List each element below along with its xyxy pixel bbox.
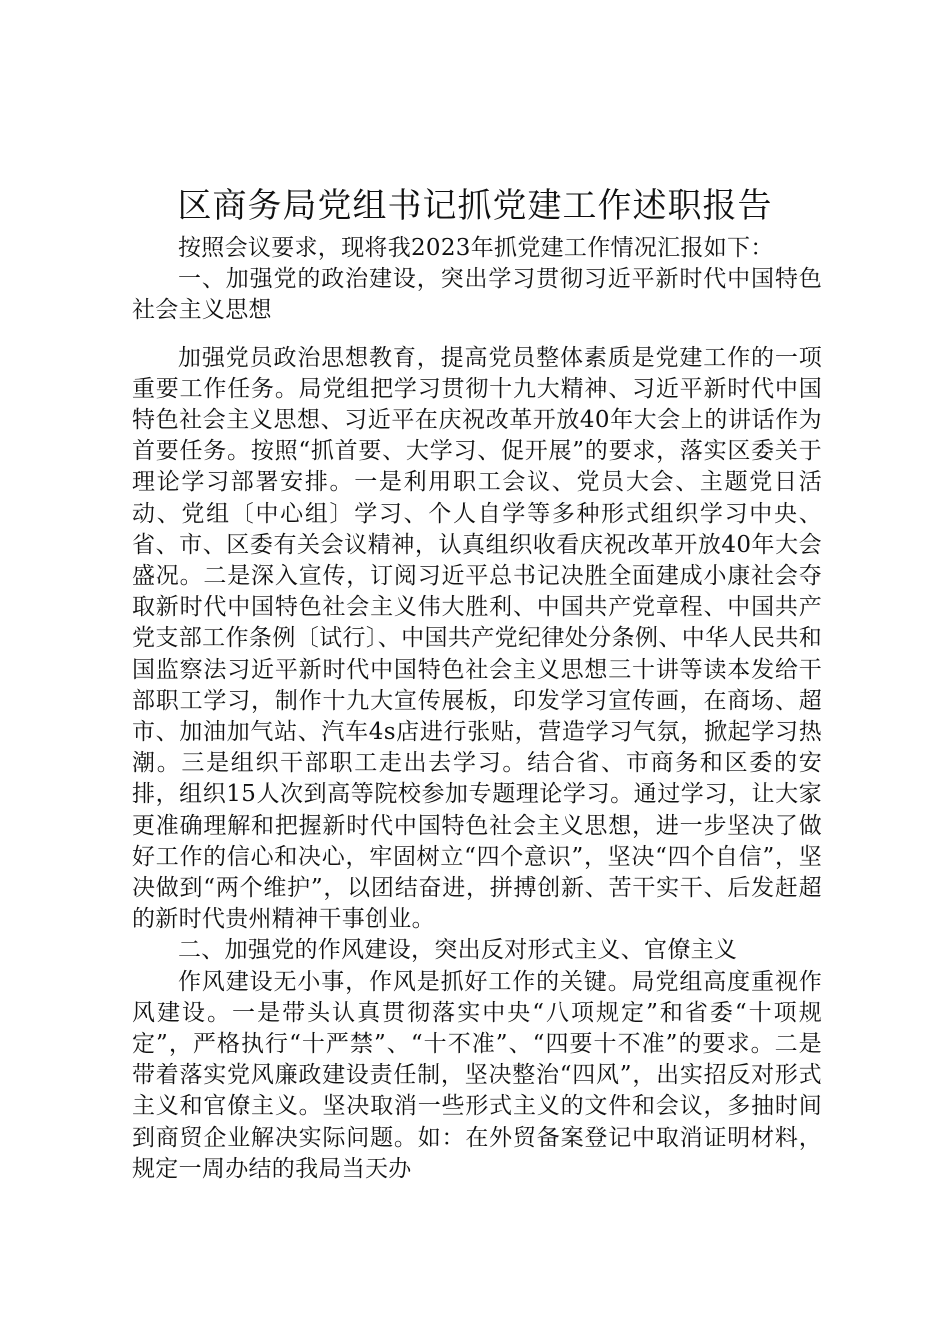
document-title: 区商务局党组书记抓党建工作述职报告 bbox=[177, 186, 773, 226]
paragraph-section-1: 加强党员政治思想教育，提高党员整体素质是党建工作的一项重要工作任务。局党组把学习贯彻十九大精神、习近平新时代中国特色社会主义思想、习近平在庆祝改革开放40年大会上的讲话作为首要任务。按照“抓首要、大学习、促开展”的要求，落实区委关于理论学习部署安排。一是利用职工会议、党员大会、主题党日活动、党组〔中心组〕学习、个人自学等多种形式组织学习中央、省、市、区委有关会议精神，认真组织收看庆祝改革开放40年大会盛况。二是深入宣传，订阅习近平总书记决胜全面建成小康社会夺取新时代中国特色社会主义伟大胜利、中国共产党章程、中国共产党支部工作条例〔试行〕、中国共产党纪律处分条例、中华人民共和国监察法习近平新时代中国特色社会主义思想三十讲等读本发给干部职工学习，制作十九大宣传展板，印发学习宣传画，在商场、超市、加油加气站、汽车4s店进行张贴，营造学习气氛，掀起学习热潮。三是组织干部职工走出去学习。结合省、市商务和区委的安排，组织15人次到高等院校参加专题理论学习。通过学习，让大家更准确理解和把握新时代中国特色社会主义思想，进一步坚决了做好工作的信心和决心，牢固树立“四个意识”，坚决“四个自信”，坚决做到“两个维护”，以团结奋进，拼搏创新、苦干实干、后发赶超的新时代贵州精神干事创业。 bbox=[132, 344, 822, 933]
section-heading-2: 二、加强党的作风建设，突出反对形式主义、官僚主义 bbox=[178, 937, 738, 964]
document-body bbox=[132, 233, 822, 1185]
section-heading-1: 一、加强党的政治建设，突出学习贯彻习近平新时代中国特色社会主义思想 bbox=[132, 266, 822, 324]
paragraph-section-2: 作风建设无小事，作风是抓好工作的关键。局党组高度重视作风建设。一是带头认真贯彻落实中央“八项规定”和省委“十项规定”，严格执行“十严禁”、“十不准”、“四要十不准”的要求。二是带着落实党风廉政建设责任制，坚决整治“四风”，出实招反对形式主义和官僚主义。坚决取消一些形式主义的文件和会议，多抽时间到商贸企业解决实际问题。如：在外贸备案登记中取消证明材料，规定一周办结的我局当天办 bbox=[132, 968, 822, 1182]
paragraph-intro: 按照会议要求，现将我2023年抓党建工作情况汇报如下： bbox=[178, 235, 774, 261]
